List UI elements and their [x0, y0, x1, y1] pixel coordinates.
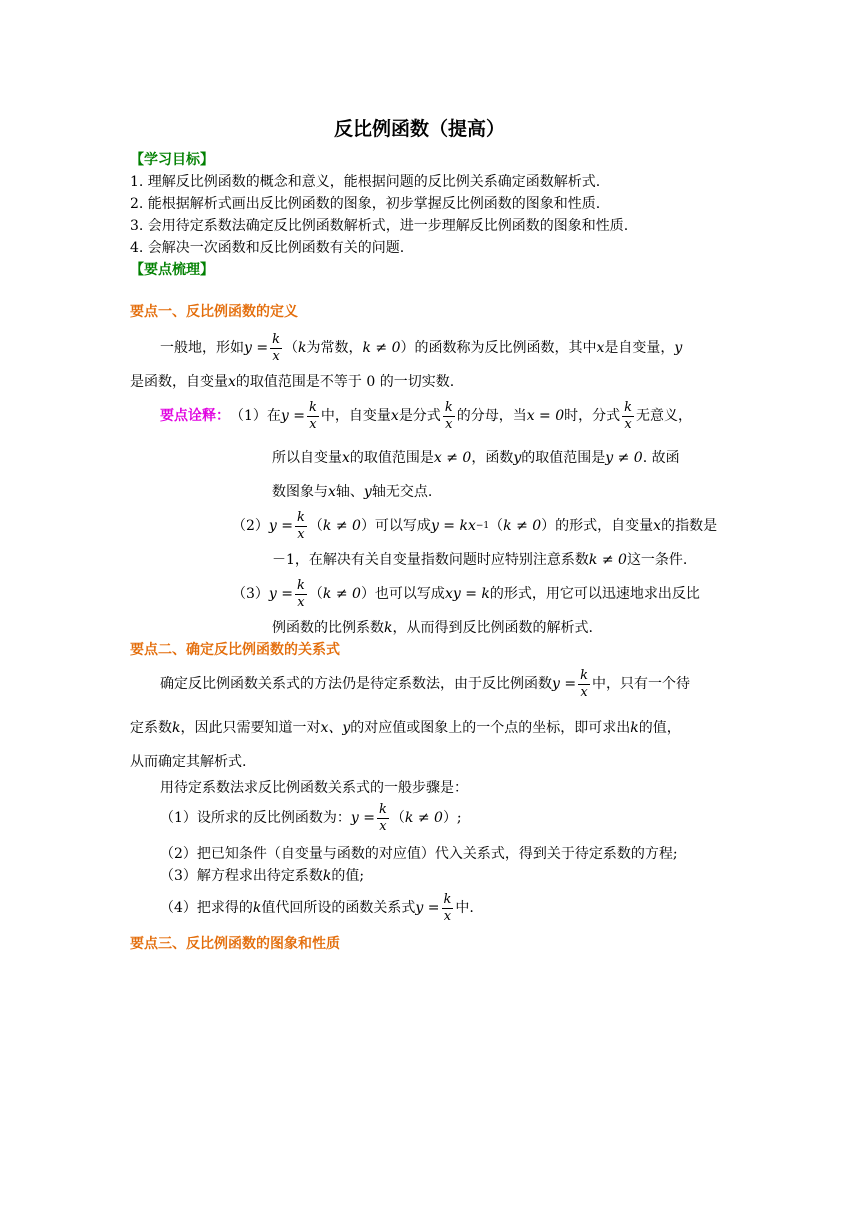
- point1-note1-line1: 要点诠释： （1）在 y = $\frac{k}{x}$ 中，自变量 x 是分式 $\frac{k}{x}$ 的分母，当 x = 0 时，分式 $\frac{k}{x}$ 无意义，: [160, 399, 693, 432]
- point2-heading: 要点二、确定反比例函数的关系式: [130, 642, 340, 658]
- point1-note2-line2: －1，在解决有关自变量指数问题时应特别注意系数k ≠ 0这一条件.: [272, 552, 688, 568]
- point2-para1-line1: 确定反比例函数关系式的方法仍是待定系数法，由于反比例函数 y = $\frac{k}{x}$ 中，只有一个待: [160, 667, 690, 700]
- point1-heading: 要点一、反比例函数的定义: [130, 304, 298, 320]
- point2-para2: 用待定系数法求反比例函数关系式的一般步骤是：: [160, 780, 468, 796]
- fraction-k-over-x: $\frac{k}{x}$: [272, 331, 280, 364]
- point2-para1-line3: 从而确定其解析式.: [130, 754, 247, 770]
- point2-para1-line2: 定系数k，因此只需要知道一对x、y的对应值或图象上的一个点的坐标，即可求出k的值，: [130, 720, 681, 736]
- point1-note3-line1: （3） y = $\frac{k}{x}$ （ k ≠ 0 ）也可以写成 xy = k 的形式，用它可以迅速地求出反比: [232, 577, 700, 610]
- point1-note2-line1: （2） y = $\frac{k}{x}$ （ k ≠ 0 ）可以写成 y = kx −1 （ k ≠ 0 ）的形式，自变量 x 的指数是: [232, 509, 718, 542]
- point1-def-line1: 一般地，形如 y = $\frac{k}{x}$ （ k 为常数， k ≠ 0 ）的函数称为反比例函数，其中 x 是自变量， y: [160, 331, 683, 364]
- point1-note3-line2: 例函数的比例系数k，从而得到反比例函数的解析式.: [272, 620, 593, 636]
- point1-def-line2: 是函数，自变量x的取值范围是不等于 0 的一切实数.: [130, 374, 455, 390]
- summary-heading: 【要点梳理】: [130, 262, 214, 278]
- goals-heading: 【学习目标】: [130, 152, 214, 168]
- point1-note1-line2: 所以自变量x的取值范围是x ≠ 0，函数y的取值范围是y ≠ 0. 故函: [272, 450, 680, 466]
- goal-item-1: 1. 理解反比例函数的概念和意义，能根据问题的反比例关系确定函数解析式.: [130, 174, 601, 190]
- point1-note1-line3: 数图象与x轴、y轴无交点.: [272, 484, 433, 500]
- page-title: 反比例函数（提高）: [334, 118, 506, 140]
- goal-item-4: 4. 会解决一次函数和反比例函数有关的问题.: [130, 240, 405, 256]
- goal-item-3: 3. 会用待定系数法确定反比例函数解析式，进一步理解反比例函数的图象和性质.: [130, 218, 629, 234]
- point2-step2: （2）把已知条件（自变量与函数的对应值）代入关系式，得到关于待定系数的方程;: [160, 846, 678, 862]
- point2-step1: （1）设所求的反比例函数为： y = $\frac{k}{x}$ （ k ≠ 0 ）;: [160, 801, 462, 834]
- point2-step3: （3）解方程求出待定系数k的值;: [160, 868, 365, 884]
- goal-item-2: 2. 能根据解析式画出反比例函数的图象，初步掌握反比例函数的图象和性质.: [130, 196, 601, 212]
- point3-heading: 要点三、反比例函数的图象和性质: [130, 936, 340, 952]
- point2-step4: （4）把求得的 k 值代回所设的函数关系式 y = $\frac{k}{x}$ 中.: [160, 891, 474, 924]
